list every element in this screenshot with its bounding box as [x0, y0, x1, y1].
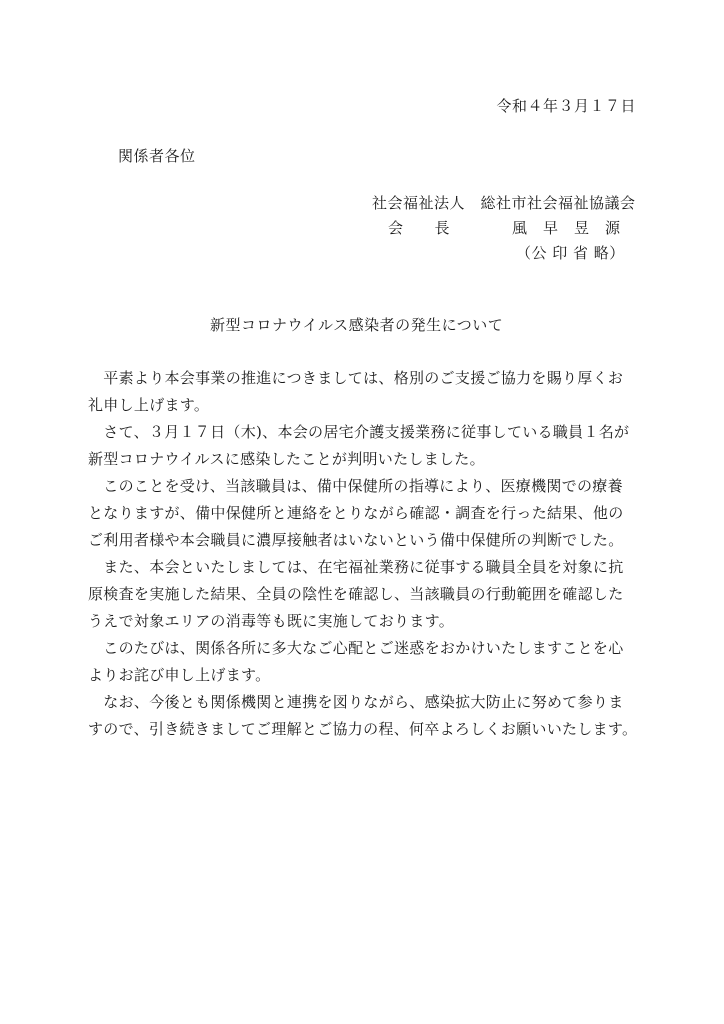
body-line: よりお詫び申し上げます。 [88, 666, 271, 684]
body-line: 原検査を実施した結果、全員の陰性を確認し、当該職員の行動範囲を確認した [88, 585, 624, 603]
body-line: このことを受け、当該職員は、備中保健所の指導により、医療機関での療養 [88, 477, 623, 495]
body-line: 平素より本会事業の推進につきましては、格別のご支援ご協力を賜り厚くお [88, 369, 624, 387]
sender-president-title: 会 長 [388, 219, 451, 237]
document-subject: 新型コロナウイルス感染者の発生について [210, 316, 504, 334]
document-date: 令和４年３月１７日 [496, 97, 636, 115]
body-line: このたびは、関係各所に多大なご心配とご迷惑をおかけいたしますことを心 [88, 639, 624, 657]
body-line: ご利用者様や本会職員に濃厚接触者はいないという備中保健所の判断でした。 [88, 531, 624, 549]
sender-organization: 社会福祉法人 総社市社会福祉協議会 [372, 194, 636, 212]
body-line: うえで対象エリアの消毒等も既に実施しております。 [88, 612, 455, 630]
recipients-line: 関係者各位 [118, 147, 196, 165]
body-line: さて、３月１７日（木)、本会の居宅介護支援業務に従事している職員１名が [88, 423, 630, 441]
body-line: 新型コロナウイルスに感染したことが判明いたしました。 [88, 450, 485, 468]
body-line: また、本会といたしましては、在宅福祉業務に従事する職員全員を対象に抗 [88, 558, 624, 576]
sender-president-name: 風 早 昱 源 [512, 219, 621, 237]
seal-omitted-note: （公 印 省 略） [516, 244, 625, 262]
body-line: となりますが、備中保健所と連絡をとりながら確認・調査を行った結果、他の [88, 504, 624, 522]
body-line: 礼申し上げます。 [88, 396, 210, 414]
body-line: なお、今後とも関係機関と連携を図りながら、感染拡大防止に努めて参りま [88, 693, 624, 711]
document-body [88, 368, 640, 746]
body-line: すので、引き続きましてご理解とご協力の程、何卒よろしくお願いいたします。 [88, 720, 638, 738]
